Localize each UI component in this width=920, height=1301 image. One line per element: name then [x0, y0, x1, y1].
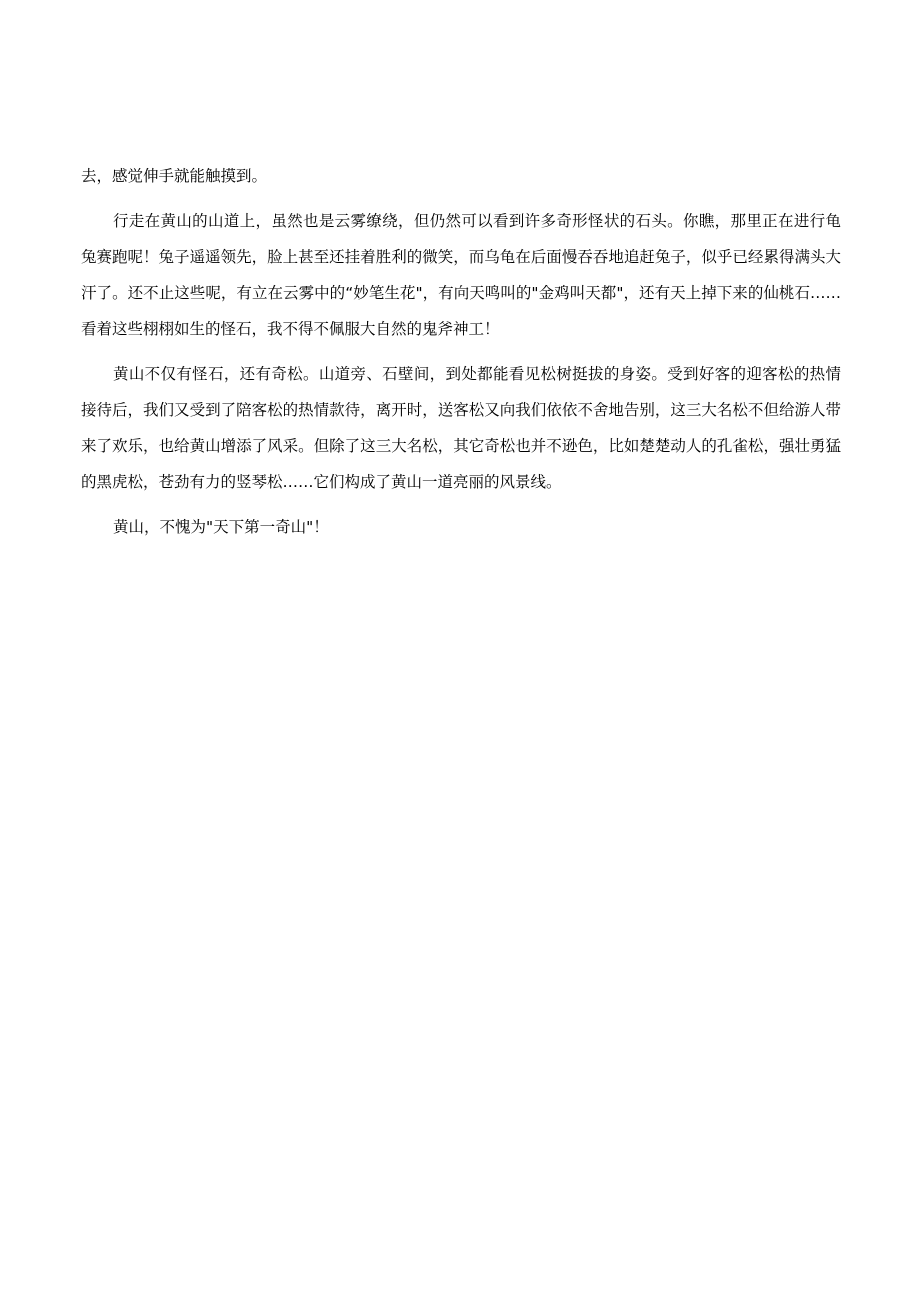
paragraph-conclusion: 黄山，不愧为"天下第一奇山"！ — [113, 518, 329, 536]
paragraph-continuation: 去，感觉伸手就能触摸到。 — [81, 167, 268, 185]
document-body — [81, 158, 841, 545]
paragraph-pine-trees: 黄山不仅有怪石，还有奇松。山道旁、石壁间，到处都能看见松树挺拔的身姿。受到好客的迎客松的热情接待后，我们又受到了陪客松的热情款待，离开时，送客松又向我们依依不舍地告别，这三大名松不但给游人带来了欢乐，也给黄山增添了风采。但除了这三大名松，其它奇松也并不逊色，比如楚楚动人的孔雀松，强壮勇猛的黑虎松，苍劲有力的竖琴松……它们构成了黄山一道亮丽的风景线。 — [81, 365, 841, 491]
paragraph-strange-rocks: 行走在黄山的山道上，虽然也是云雾缭绕，但仍然可以看到许多奇形怪状的石头。你瞧，那里正在进行龟兔赛跑呢！兔子遥遥领先，脸上甚至还挂着胜利的微笑，而乌龟在后面慢吞吞地追赶兔子，似乎已经累得满头大汗了。还不止这些呢，有立在云雾中的“妙笔生花"，有向天鸣叫的"金鸡叫天都"，还有天上掉下来的仙桃石……看着这些栩栩如生的怪石，我不得不佩服大自然的鬼斧神工！ — [81, 212, 841, 338]
